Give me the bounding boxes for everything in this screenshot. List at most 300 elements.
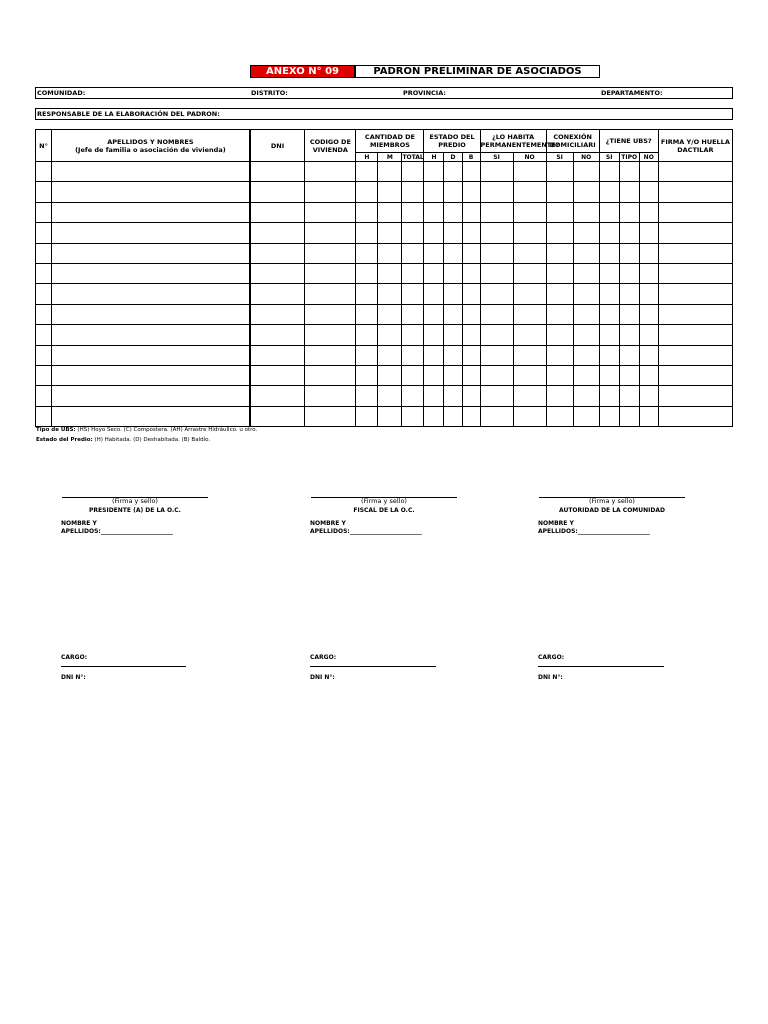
table-cell[interactable] <box>52 325 250 345</box>
table-cell[interactable] <box>480 284 513 304</box>
table-cell[interactable] <box>599 386 619 406</box>
table-cell[interactable] <box>639 182 658 202</box>
table-row <box>36 263 733 283</box>
table-cell[interactable] <box>573 406 599 426</box>
estado-note-label: Estado del Predio: <box>36 437 93 443</box>
sub-ubs-no: NO <box>639 153 658 162</box>
dni-label: DNI N°: <box>61 674 86 681</box>
table-cell[interactable] <box>378 243 402 263</box>
table-cell[interactable] <box>52 243 250 263</box>
table-row <box>36 345 733 365</box>
table-cell[interactable] <box>402 223 424 243</box>
firma-sello-label: (Firma y sello) <box>589 497 635 505</box>
table-cell[interactable] <box>462 345 480 365</box>
table-cell[interactable] <box>619 386 639 406</box>
sub-habita-si: SI <box>480 153 513 162</box>
table-row <box>36 406 733 426</box>
table-cell[interactable] <box>480 365 513 385</box>
table-cell[interactable] <box>462 284 480 304</box>
table-cell[interactable] <box>462 263 480 283</box>
table-cell[interactable] <box>424 243 444 263</box>
sub-ubs-si: SI <box>599 153 619 162</box>
table-cell[interactable] <box>546 202 573 222</box>
table-cell[interactable] <box>462 223 480 243</box>
apellidos-field[interactable]: APELLIDOS:________________________ <box>310 528 422 535</box>
firma-sello-label: (Firma y sello) <box>112 497 158 505</box>
table-row <box>36 325 733 345</box>
table-cell[interactable] <box>619 263 639 283</box>
table-cell[interactable] <box>305 304 356 324</box>
table-cell[interactable] <box>573 243 599 263</box>
table-cell[interactable] <box>546 304 573 324</box>
cargo-line[interactable] <box>538 666 664 667</box>
table-cell[interactable] <box>480 325 513 345</box>
table-cell[interactable] <box>619 325 639 345</box>
table-cell[interactable] <box>462 182 480 202</box>
table-cell[interactable] <box>444 325 462 345</box>
sub-estado-d: D <box>444 153 462 162</box>
table-cell[interactable] <box>36 182 52 202</box>
table-cell[interactable] <box>573 386 599 406</box>
role-label: PRESIDENTE (A) DE LA O.C. <box>89 507 181 514</box>
table-cell[interactable] <box>52 386 250 406</box>
table-cell[interactable] <box>619 182 639 202</box>
table-cell[interactable] <box>305 202 356 222</box>
table-cell[interactable] <box>402 263 424 283</box>
table-cell[interactable] <box>52 406 250 426</box>
table-cell[interactable] <box>599 284 619 304</box>
table-cell[interactable] <box>444 365 462 385</box>
table-cell[interactable] <box>36 325 52 345</box>
table-cell[interactable] <box>546 162 573 182</box>
sub-conexion-si: SI <box>546 153 573 162</box>
table-cell[interactable] <box>658 223 732 243</box>
col-apellidos-nombres <box>52 130 250 162</box>
table-row <box>36 365 733 385</box>
table-cell[interactable] <box>639 325 658 345</box>
ubs-note-label: Tipo de UBS: <box>36 427 76 433</box>
table-cell[interactable] <box>424 284 444 304</box>
table-cell[interactable] <box>480 345 513 365</box>
table-cell[interactable] <box>52 345 250 365</box>
table-cell[interactable] <box>250 202 305 222</box>
sub-ubs-tipo: TIPO <box>619 153 639 162</box>
col-dni: DNI <box>250 130 305 162</box>
table-cell[interactable] <box>402 162 424 182</box>
table-row <box>36 284 733 304</box>
sub-total: TOTAL <box>402 153 424 161</box>
associates-table <box>35 129 733 427</box>
estado-note <box>36 437 210 443</box>
table-cell[interactable] <box>639 223 658 243</box>
table-cell[interactable] <box>658 304 732 324</box>
annex-label: ANEXO N° 09 <box>250 65 355 78</box>
col-habita: ¿LO HABITA PERMANENTEMENTE? <box>480 130 546 153</box>
table-cell[interactable] <box>513 304 546 324</box>
table-cell[interactable] <box>599 304 619 324</box>
table-cell[interactable] <box>36 202 52 222</box>
table-cell[interactable] <box>513 386 546 406</box>
table-cell[interactable] <box>378 325 402 345</box>
table-cell[interactable] <box>619 202 639 222</box>
responsable-label: RESPONSABLE DE LA ELABORACIÓN DEL PADRON: <box>37 110 220 118</box>
table-cell[interactable] <box>356 162 378 182</box>
dni-label: DNI N°: <box>538 674 563 681</box>
table-row <box>36 304 733 324</box>
table-cell[interactable] <box>573 365 599 385</box>
table-cell[interactable] <box>573 162 599 182</box>
table-cell[interactable] <box>639 202 658 222</box>
provincia-label: PROVINCIA: <box>403 89 446 97</box>
col-codigo-vivienda: CODIGO DE VIVIENDA <box>305 130 356 162</box>
table-cell[interactable] <box>52 223 250 243</box>
table-cell[interactable] <box>250 243 305 263</box>
table-cell[interactable] <box>573 202 599 222</box>
table-cell[interactable] <box>639 386 658 406</box>
table-cell[interactable] <box>402 202 424 222</box>
table-cell[interactable] <box>444 284 462 304</box>
table-cell[interactable] <box>462 325 480 345</box>
dni-label: DNI N°: <box>310 674 335 681</box>
table-row <box>36 162 733 182</box>
ubs-note <box>36 427 257 433</box>
nombre-label: NOMBRE Y <box>310 520 346 527</box>
table-cell[interactable] <box>619 162 639 182</box>
table-cell[interactable] <box>639 304 658 324</box>
table-cell[interactable] <box>356 386 378 406</box>
table-cell[interactable] <box>52 365 250 385</box>
table-cell[interactable] <box>480 202 513 222</box>
table-cell[interactable] <box>480 304 513 324</box>
table-cell[interactable] <box>424 263 444 283</box>
table-cell[interactable] <box>378 223 402 243</box>
table-cell[interactable] <box>250 386 305 406</box>
table-cell[interactable] <box>305 182 356 202</box>
table-cell[interactable] <box>639 345 658 365</box>
table-cell[interactable] <box>305 284 356 304</box>
table-cell[interactable] <box>546 223 573 243</box>
cargo-label: CARGO: <box>310 654 337 661</box>
table-cell[interactable] <box>356 202 378 222</box>
table-cell[interactable] <box>513 325 546 345</box>
table-cell[interactable] <box>573 284 599 304</box>
table-cell[interactable] <box>250 162 305 182</box>
table-cell[interactable] <box>462 365 480 385</box>
table-cell[interactable] <box>480 243 513 263</box>
document-title: PADRON PRELIMINAR DE ASOCIADOS <box>355 65 600 78</box>
table-cell[interactable] <box>658 243 732 263</box>
table-cell[interactable] <box>250 406 305 426</box>
table-cell[interactable] <box>658 325 732 345</box>
table-cell[interactable] <box>444 345 462 365</box>
table-cell[interactable] <box>639 406 658 426</box>
table-cell[interactable] <box>305 223 356 243</box>
table-cell[interactable] <box>356 325 378 345</box>
table-cell[interactable] <box>639 284 658 304</box>
comunidad-label: COMUNIDAD: <box>37 89 86 97</box>
col-estado-predio: ESTADO DEL PREDIO <box>424 130 480 153</box>
table-cell[interactable] <box>619 243 639 263</box>
table-cell[interactable] <box>599 243 619 263</box>
table-cell[interactable] <box>305 365 356 385</box>
table-cell[interactable] <box>619 365 639 385</box>
table-cell[interactable] <box>513 406 546 426</box>
nombre-label: NOMBRE Y <box>538 520 574 527</box>
table-cell[interactable] <box>619 223 639 243</box>
sub-conexion-no: NO <box>573 153 599 162</box>
apellidos-field[interactable]: APELLIDOS:________________________ <box>538 528 650 535</box>
table-cell[interactable] <box>250 263 305 283</box>
table-cell[interactable] <box>402 406 424 426</box>
table-cell[interactable] <box>513 263 546 283</box>
table-cell[interactable] <box>402 304 424 324</box>
table-cell[interactable] <box>599 223 619 243</box>
table-cell[interactable] <box>356 365 378 385</box>
table-cell[interactable] <box>52 284 250 304</box>
apellidos-field[interactable]: APELLIDOS:________________________ <box>61 528 173 535</box>
table-body <box>36 162 733 427</box>
col-firma-huella: FIRMA Y/O HUELLA DACTILAR <box>658 130 732 162</box>
table-cell[interactable] <box>305 243 356 263</box>
nombre-label: NOMBRE Y <box>61 520 97 527</box>
table-cell[interactable] <box>462 202 480 222</box>
table-cell[interactable] <box>424 223 444 243</box>
table-cell[interactable] <box>36 406 52 426</box>
table-cell[interactable] <box>599 406 619 426</box>
table-cell[interactable] <box>444 182 462 202</box>
table-cell[interactable] <box>480 263 513 283</box>
table-cell[interactable] <box>378 304 402 324</box>
table-cell[interactable] <box>546 284 573 304</box>
col-conexion: CONEXIÓN DOMICILIARI <box>546 130 599 153</box>
table-cell[interactable] <box>52 304 250 324</box>
table-cell[interactable] <box>250 304 305 324</box>
sub-m: M <box>378 153 402 162</box>
table-cell[interactable] <box>480 162 513 182</box>
table-cell[interactable] <box>658 263 732 283</box>
table-cell[interactable] <box>402 345 424 365</box>
table-cell[interactable] <box>546 345 573 365</box>
table-cell[interactable] <box>513 202 546 222</box>
col-cantidad-miembros: CANTIDAD DE MIEMBROS <box>356 130 424 153</box>
table-cell[interactable] <box>546 386 573 406</box>
table-cell[interactable] <box>599 202 619 222</box>
table-cell[interactable] <box>462 406 480 426</box>
table-cell[interactable] <box>378 284 402 304</box>
table-cell[interactable] <box>36 365 52 385</box>
table-cell[interactable] <box>658 284 732 304</box>
table-cell[interactable] <box>599 182 619 202</box>
table-cell[interactable] <box>250 223 305 243</box>
table-cell[interactable] <box>424 386 444 406</box>
table-cell[interactable] <box>658 162 732 182</box>
table-cell[interactable] <box>36 223 52 243</box>
table-cell[interactable] <box>513 182 546 202</box>
table-cell[interactable] <box>424 325 444 345</box>
sub-habita-no: NO <box>513 153 546 162</box>
table-cell[interactable] <box>658 406 732 426</box>
table-cell[interactable] <box>546 325 573 345</box>
table-cell[interactable] <box>658 182 732 202</box>
table-cell[interactable] <box>356 243 378 263</box>
table-cell[interactable] <box>424 365 444 385</box>
table-cell[interactable] <box>250 345 305 365</box>
table-cell[interactable] <box>305 325 356 345</box>
table-cell[interactable] <box>599 263 619 283</box>
table-cell[interactable] <box>480 223 513 243</box>
table-cell[interactable] <box>619 284 639 304</box>
table-cell[interactable] <box>402 284 424 304</box>
sub-h: H <box>356 153 378 162</box>
table-cell[interactable] <box>444 202 462 222</box>
table-cell[interactable] <box>356 284 378 304</box>
ubs-note-text: (HS) Hoyo Seco. (C) Compostera. (AH) Arrastre Hidráulico. u otro. <box>77 427 258 433</box>
role-label: FISCAL DE LA O.C. <box>353 507 415 514</box>
table-cell[interactable] <box>658 386 732 406</box>
table-cell[interactable] <box>52 263 250 283</box>
table-cell[interactable] <box>444 304 462 324</box>
table-cell[interactable] <box>402 386 424 406</box>
table-cell[interactable] <box>402 182 424 202</box>
table-cell[interactable] <box>52 162 250 182</box>
table-cell[interactable] <box>52 202 250 222</box>
table-cell[interactable] <box>546 406 573 426</box>
table-cell[interactable] <box>36 284 52 304</box>
table-cell[interactable] <box>424 406 444 426</box>
table-cell[interactable] <box>444 162 462 182</box>
table-cell[interactable] <box>378 162 402 182</box>
table-cell[interactable] <box>356 345 378 365</box>
table-cell[interactable] <box>546 182 573 202</box>
table-cell[interactable] <box>513 284 546 304</box>
table-cell[interactable] <box>356 263 378 283</box>
table-cell[interactable] <box>402 243 424 263</box>
table-cell[interactable] <box>424 345 444 365</box>
col-apellidos-title: APELLIDOS Y NOMBRES <box>107 137 194 146</box>
cargo-label: CARGO: <box>61 654 88 661</box>
table-cell[interactable] <box>573 345 599 365</box>
table-row <box>36 202 733 222</box>
table-cell[interactable] <box>378 263 402 283</box>
table-cell[interactable] <box>378 406 402 426</box>
table-cell[interactable] <box>658 202 732 222</box>
table-cell[interactable] <box>639 162 658 182</box>
table-cell[interactable] <box>444 223 462 243</box>
table-cell[interactable] <box>462 304 480 324</box>
table-cell[interactable] <box>513 243 546 263</box>
table-cell[interactable] <box>599 345 619 365</box>
table-cell[interactable] <box>546 365 573 385</box>
table-cell[interactable] <box>546 243 573 263</box>
table-cell[interactable] <box>378 386 402 406</box>
table-cell[interactable] <box>480 406 513 426</box>
table-cell[interactable] <box>305 263 356 283</box>
table-cell[interactable] <box>356 304 378 324</box>
cargo-line[interactable] <box>310 666 436 667</box>
table-cell[interactable] <box>305 345 356 365</box>
table-cell[interactable] <box>402 365 424 385</box>
table-cell[interactable] <box>513 223 546 243</box>
table-cell[interactable] <box>378 365 402 385</box>
cargo-label: CARGO: <box>538 654 565 661</box>
col-apellidos-subtitle: (Jefe de familia o asociación de vivienda) <box>75 145 226 154</box>
table-cell[interactable] <box>619 406 639 426</box>
table-cell[interactable] <box>250 284 305 304</box>
table-cell[interactable] <box>462 162 480 182</box>
table-cell[interactable] <box>424 182 444 202</box>
table-cell[interactable] <box>599 325 619 345</box>
table-cell[interactable] <box>658 365 732 385</box>
table-cell[interactable] <box>444 406 462 426</box>
table-cell[interactable] <box>573 182 599 202</box>
departamento-label: DEPARTAMENTO: <box>601 89 663 97</box>
table-cell[interactable] <box>513 345 546 365</box>
table-cell[interactable] <box>250 325 305 345</box>
table-cell[interactable] <box>513 365 546 385</box>
table-cell[interactable] <box>599 162 619 182</box>
table-cell[interactable] <box>573 325 599 345</box>
table-cell[interactable] <box>36 263 52 283</box>
table-cell[interactable] <box>36 162 52 182</box>
table-cell[interactable] <box>573 304 599 324</box>
table-cell[interactable] <box>444 243 462 263</box>
table-cell[interactable] <box>356 406 378 426</box>
table-cell[interactable] <box>305 162 356 182</box>
table-cell[interactable] <box>250 182 305 202</box>
table-cell[interactable] <box>52 182 250 202</box>
table-cell[interactable] <box>36 304 52 324</box>
table-cell[interactable] <box>619 345 639 365</box>
table-cell[interactable] <box>573 223 599 243</box>
table-cell[interactable] <box>36 243 52 263</box>
distrito-label: DISTRITO: <box>251 89 288 97</box>
table-cell[interactable] <box>639 365 658 385</box>
table-cell[interactable] <box>356 223 378 243</box>
cargo-line[interactable] <box>61 666 186 667</box>
table-cell[interactable] <box>378 202 402 222</box>
table-cell[interactable] <box>356 182 378 202</box>
table-cell[interactable] <box>573 263 599 283</box>
table-cell[interactable] <box>424 202 444 222</box>
table-row <box>36 182 733 202</box>
table-cell[interactable] <box>424 304 444 324</box>
table-cell[interactable] <box>639 243 658 263</box>
table-cell[interactable] <box>639 263 658 283</box>
table-cell[interactable] <box>378 345 402 365</box>
table-cell[interactable] <box>444 263 462 283</box>
table-cell[interactable] <box>480 182 513 202</box>
table-cell[interactable] <box>250 365 305 385</box>
table-cell[interactable] <box>462 243 480 263</box>
table-cell[interactable] <box>619 304 639 324</box>
table-cell[interactable] <box>305 386 356 406</box>
table-cell[interactable] <box>480 386 513 406</box>
table-cell[interactable] <box>378 182 402 202</box>
table-cell[interactable] <box>36 386 52 406</box>
col-numero: N° <box>36 130 52 162</box>
table-cell[interactable] <box>546 263 573 283</box>
role-label: AUTORIDAD DE LA COMUNIDAD <box>559 507 665 514</box>
table-cell[interactable] <box>36 345 52 365</box>
table-cell[interactable] <box>658 345 732 365</box>
table-cell[interactable] <box>402 325 424 345</box>
table-cell[interactable] <box>513 162 546 182</box>
table-cell[interactable] <box>424 162 444 182</box>
table-cell[interactable] <box>305 406 356 426</box>
table-cell[interactable] <box>444 386 462 406</box>
table-cell[interactable] <box>599 365 619 385</box>
table-cell[interactable] <box>462 386 480 406</box>
